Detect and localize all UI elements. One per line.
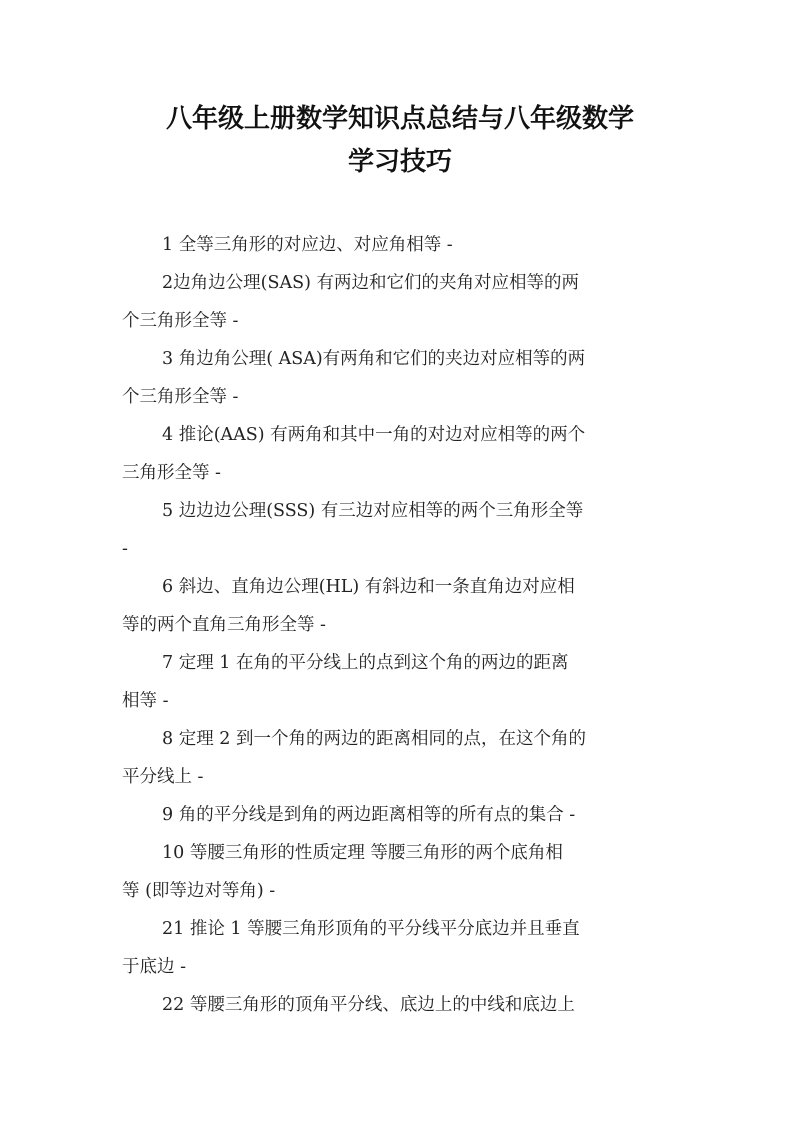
theorem-line-6: 6 斜边、直角边公理(HL) 有斜边和一条直角边对应相 xyxy=(162,577,575,597)
theorem-line-5: 5 边边边公理(SSS) 有三边对应相等的两个三角形全等 xyxy=(162,501,584,521)
theorem-line-6-continued: 等的两个直角三角形全等 - xyxy=(122,615,326,635)
theorem-line-10-continued: 等 (即等边对等角) - xyxy=(122,881,276,901)
theorem-line-8: 8 定理 2 到一个角的两边的距离相同的点，在这个角的 xyxy=(162,729,586,749)
theorem-line-7-continued: 相等 - xyxy=(122,691,169,711)
theorem-line-1: 1 全等三角形的对应边、对应角相等 - xyxy=(162,235,453,255)
theorem-line-3-continued: 个三角形全等 - xyxy=(122,387,239,407)
document-title-continued: 学习技巧 xyxy=(347,147,452,177)
theorem-line-22: 22 等腰三角形的顶角平分线、底边上的中线和底边上 xyxy=(162,995,575,1015)
theorem-line-5-continued: - xyxy=(122,539,128,559)
theorem-line-8-continued: 平分线上 - xyxy=(122,767,204,787)
theorem-line-4: 4 推论(AAS) 有两角和其中一角的对边对应相等的两个 xyxy=(162,425,586,445)
theorem-line-2: 2边角边公理(SAS) 有两边和它们的夹角对应相等的两 xyxy=(162,273,579,293)
document-title: 八年级上册数学知识点总结与八年级数学 xyxy=(165,104,634,134)
theorem-line-2-continued: 个三角形全等 - xyxy=(122,311,239,331)
theorem-line-21-continued: 于底边 - xyxy=(122,957,186,977)
theorem-line-3: 3 角边角公理( ASA)有两角和它们的夹边对应相等的两 xyxy=(162,349,586,369)
theorem-line-10: 10 等腰三角形的性质定理 等腰三角形的两个底角相 xyxy=(162,843,563,863)
theorem-line-4-continued: 三角形全等 - xyxy=(122,463,221,483)
theorem-line-7: 7 定理 1 在角的平分线上的点到这个角的两边的距离 xyxy=(162,653,569,673)
theorem-line-21: 21 推论 1 等腰三角形顶角的平分线平分底边并且垂直 xyxy=(162,919,580,939)
theorem-line-9: 9 角的平分线是到角的两边距离相等的所有点的集合 - xyxy=(162,805,576,825)
